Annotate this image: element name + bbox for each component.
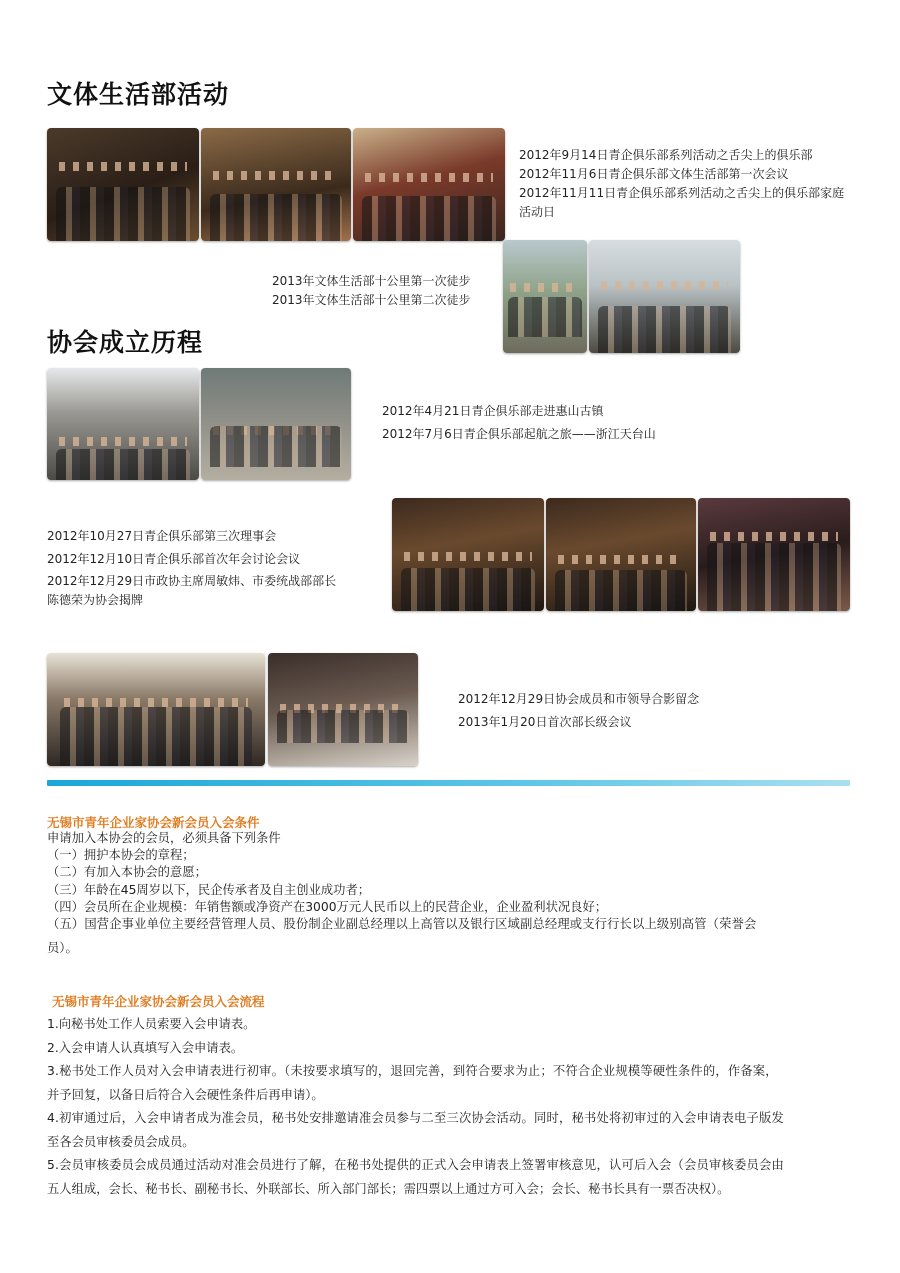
- caption-line: 2012年12月10日青企俱乐部首次年会讨论会议: [47, 552, 301, 566]
- photo-family-day: [353, 128, 505, 241]
- caption-line: 2013年文体生活部十公里第一次徒步: [272, 274, 471, 288]
- caption-line: 2012年10月27日青企俱乐部第三次理事会: [47, 529, 277, 543]
- process-line: 4.初审通过后，入会申请者成为准会员，秘书处安排邀请准会员参与二至三次协会活动。同时，秘书处将初审过的入会申请表电子版发: [47, 1111, 784, 1125]
- process-title: 无锡市青年企业家协会新会员入会流程: [52, 994, 265, 1009]
- caption-line: 2012年4月21日青企俱乐部走进惠山古镇: [382, 404, 604, 418]
- photo-hike-1: [503, 240, 587, 353]
- photo-ministerial-meeting: [268, 653, 418, 766]
- section-title-history: 协会成立历程: [47, 328, 204, 357]
- caption-line: 2012年11月6日青企俱乐部文体生活部第一次会议: [519, 167, 789, 181]
- caption-line: 2013年1月20日首次部长级会议: [458, 715, 632, 729]
- process-line: 1.向秘书处工作人员索要入会申请表。: [47, 1017, 256, 1031]
- caption-line: 2012年9月14日青企俱乐部系列活动之舌尖上的俱乐部: [519, 148, 813, 162]
- photo-huishan-gate: [47, 368, 199, 480]
- photo-annual-discussion: [546, 498, 696, 611]
- conditions-line: 员）。: [47, 941, 78, 956]
- caption-group-4: [47, 525, 336, 608]
- photo-club-dinner: [47, 128, 199, 241]
- conditions-line: 申请加入本协会的会员，必须具备下列条件: [47, 831, 281, 845]
- process-line: 五人组成，会长、秘书长、副秘书长、外联部长、所入部门部长；需四票以上通过方可入会；会长、秘书长具有一票否决权）。: [47, 1181, 730, 1196]
- conditions-title: 无锡市青年企业家协会新会员入会条件: [47, 815, 260, 830]
- conditions-line: （四）会员所在企业规模：年销售额或净资产在3000万元人民币以上的民营企业，企业盈利状况良好；: [47, 899, 608, 914]
- process-line: 2.入会申请人认真填写入会申请表。: [47, 1040, 244, 1055]
- caption-group-1: [519, 146, 844, 222]
- photo-group-portrait: [47, 653, 265, 766]
- caption-line: 2012年12月29日市政协主席周敏炜、市委统战部部长: [47, 574, 337, 588]
- section-divider: [47, 780, 850, 786]
- process-body: [47, 1013, 784, 1201]
- section-title-wenti: 文体生活部活动: [47, 80, 230, 109]
- process-line: 3.秘书处工作人员对入会申请表进行初审。（未按要求填写的，退回完善，到符合要求为止；不符合企业规模等硬性条件的，作备案，: [47, 1064, 778, 1078]
- conditions-line: （五）国营企事业单位主要经营管理人员、股份制企业副总经理以上高管以及银行区域副总经理或支行行长以上级别高管（荣誉会: [47, 917, 757, 932]
- caption-group-5: [458, 688, 699, 734]
- caption-group-2: [272, 272, 471, 310]
- caption-line: 陈德荣为协会揭牌: [47, 593, 144, 607]
- caption-line: 2012年7月6日青企俱乐部起航之旅——浙江天台山: [382, 427, 656, 441]
- process-line: 并予回复，以备日后符合入会硬性条件后再申请）。: [47, 1087, 324, 1102]
- caption-line: 活动日: [519, 205, 556, 219]
- conditions-line: （三）年龄在45周岁以下，民企传承者及自主创业成功者；: [47, 882, 371, 897]
- photo-council-meeting: [392, 498, 544, 611]
- photo-hike-2: [589, 240, 740, 353]
- caption-line: 2012年12月29日协会成员和市领导合影留念: [458, 692, 700, 706]
- process-line: 至各会员审核委员会成员。: [47, 1134, 195, 1149]
- conditions-line: （一）拥护本协会的章程；: [47, 848, 195, 863]
- conditions-body: [47, 830, 756, 963]
- conditions-line: （二）有加入本协会的意愿；: [47, 865, 207, 880]
- caption-line: 2012年11月11日青企俱乐部系列活动之舌尖上的俱乐部家庭: [519, 186, 845, 200]
- caption-group-3: [382, 400, 656, 446]
- photo-club-meeting: [201, 128, 351, 241]
- photo-plaque-unveiling: [698, 498, 850, 611]
- process-line: 5.会员审核委员会成员通过活动对准会员进行了解，在秘书处提供的正式入会申请表上签署审核意见，认可后入会（会员审核委员会由: [47, 1158, 784, 1172]
- photo-tiantai-group: [201, 368, 351, 480]
- caption-line: 2013年文体生活部十公里第二次徒步: [272, 293, 471, 307]
